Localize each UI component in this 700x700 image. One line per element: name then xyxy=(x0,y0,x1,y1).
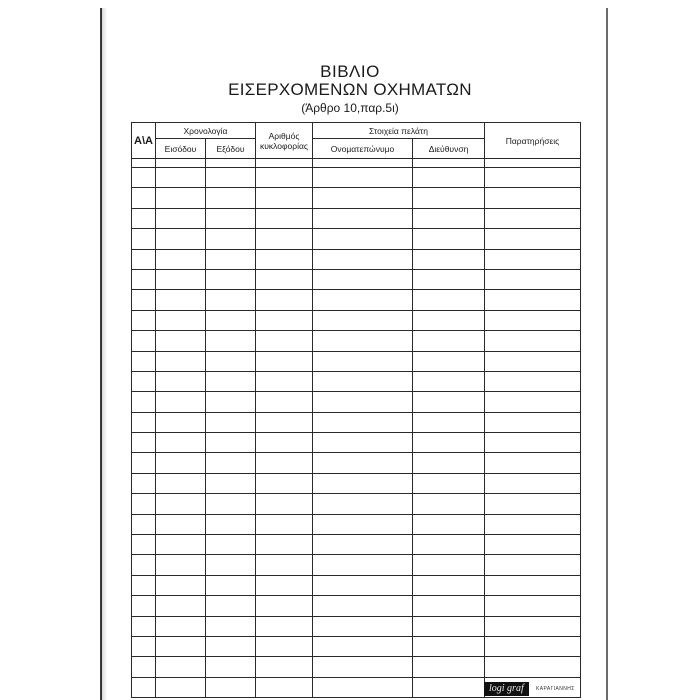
cell-entry xyxy=(156,616,206,636)
cell-aa xyxy=(132,188,156,208)
table-row xyxy=(132,249,581,269)
cell-address xyxy=(413,555,485,575)
table-row xyxy=(132,596,581,616)
cell-plate xyxy=(256,494,313,514)
header-entry: Εισόδου xyxy=(156,139,206,159)
cell-aa xyxy=(132,331,156,351)
table-row xyxy=(132,412,581,432)
cell-address xyxy=(413,514,485,534)
cell-exit xyxy=(206,514,256,534)
table-row xyxy=(132,168,581,188)
cell-exit xyxy=(206,269,256,289)
cell-plate xyxy=(256,229,313,249)
cell-aa xyxy=(132,269,156,289)
cell-address xyxy=(413,290,485,310)
cell-address xyxy=(413,331,485,351)
cell-name xyxy=(313,616,413,636)
table-row xyxy=(132,616,581,636)
table-row xyxy=(132,657,581,677)
cell-address xyxy=(413,535,485,555)
cell-address xyxy=(413,159,485,168)
header-dates-group: Χρονολογία xyxy=(156,123,256,139)
cell-notes xyxy=(485,168,581,188)
cell-exit xyxy=(206,453,256,473)
cell-exit xyxy=(206,677,256,697)
cell-name xyxy=(313,494,413,514)
cell-plate xyxy=(256,159,313,168)
cell-entry xyxy=(156,159,206,168)
cell-exit xyxy=(206,433,256,453)
cell-aa xyxy=(132,249,156,269)
cell-notes xyxy=(485,412,581,432)
cell-address xyxy=(413,351,485,371)
cell-address xyxy=(413,188,485,208)
header-plate-number: Αριθμός κυκλοφορίας xyxy=(256,123,313,159)
cell-entry xyxy=(156,596,206,616)
cell-name xyxy=(313,636,413,656)
header-name: Ονοματεπώνυμο xyxy=(313,139,413,159)
cell-name xyxy=(313,596,413,616)
cell-notes xyxy=(485,636,581,656)
cell-entry xyxy=(156,555,206,575)
cell-notes xyxy=(485,392,581,412)
cell-entry xyxy=(156,453,206,473)
publisher-name: ΚΑΡΑΓΙΑΝΝΗΣ xyxy=(536,686,575,692)
cell-plate xyxy=(256,616,313,636)
cell-address xyxy=(413,208,485,228)
cell-name xyxy=(313,453,413,473)
ledger-body xyxy=(132,159,581,698)
table-row xyxy=(132,310,581,330)
cell-name xyxy=(313,473,413,493)
cell-entry xyxy=(156,208,206,228)
cell-address xyxy=(413,453,485,473)
cell-plate xyxy=(256,269,313,289)
cell-plate xyxy=(256,168,313,188)
cell-plate xyxy=(256,575,313,595)
table-row xyxy=(132,208,581,228)
cell-exit xyxy=(206,249,256,269)
cell-address xyxy=(413,494,485,514)
table-row xyxy=(132,494,581,514)
cell-exit xyxy=(206,616,256,636)
cell-plate xyxy=(256,331,313,351)
cell-notes xyxy=(485,433,581,453)
cell-address xyxy=(413,371,485,391)
cell-notes xyxy=(485,616,581,636)
cell-notes xyxy=(485,188,581,208)
cell-notes xyxy=(485,310,581,330)
table-row xyxy=(132,188,581,208)
table-row xyxy=(132,331,581,351)
cell-notes xyxy=(485,596,581,616)
cell-aa xyxy=(132,290,156,310)
cell-exit xyxy=(206,290,256,310)
cell-aa xyxy=(132,208,156,228)
table-row xyxy=(132,351,581,371)
cell-aa xyxy=(132,657,156,677)
cell-notes xyxy=(485,575,581,595)
header-aa: Α\Α xyxy=(132,123,156,159)
cell-notes xyxy=(485,290,581,310)
document-title: ΒΙΒΛΙΟ xyxy=(320,62,380,81)
cell-plate xyxy=(256,310,313,330)
cell-name xyxy=(313,677,413,697)
cell-notes xyxy=(485,208,581,228)
table-row xyxy=(132,575,581,595)
cell-entry xyxy=(156,514,206,534)
cell-address xyxy=(413,473,485,493)
cell-aa xyxy=(132,351,156,371)
cell-plate xyxy=(256,433,313,453)
cell-address xyxy=(413,677,485,697)
cell-name xyxy=(313,575,413,595)
cell-exit xyxy=(206,575,256,595)
cell-plate xyxy=(256,473,313,493)
cell-name xyxy=(313,331,413,351)
cell-exit xyxy=(206,494,256,514)
cell-entry xyxy=(156,249,206,269)
cell-notes xyxy=(485,657,581,677)
ledger-table xyxy=(131,122,581,698)
cell-notes xyxy=(485,331,581,351)
cell-exit xyxy=(206,636,256,656)
cell-entry xyxy=(156,535,206,555)
cell-plate xyxy=(256,412,313,432)
header-client-group: Στοιχεία πελάτη xyxy=(313,123,485,139)
cell-address xyxy=(413,310,485,330)
cell-address xyxy=(413,412,485,432)
table-row xyxy=(132,636,581,656)
cell-plate xyxy=(256,188,313,208)
cell-aa xyxy=(132,555,156,575)
cell-aa xyxy=(132,677,156,697)
cell-exit xyxy=(206,229,256,249)
cell-address xyxy=(413,636,485,656)
cell-notes xyxy=(485,535,581,555)
cell-name xyxy=(313,310,413,330)
cell-address xyxy=(413,433,485,453)
table-row xyxy=(132,514,581,534)
document-subtitle: (Άρθρο 10,παρ.5ι) xyxy=(301,101,399,115)
cell-name xyxy=(313,290,413,310)
cell-aa xyxy=(132,392,156,412)
cell-plate xyxy=(256,249,313,269)
header-exit: Εξόδου xyxy=(206,139,256,159)
cell-aa xyxy=(132,310,156,330)
cell-entry xyxy=(156,657,206,677)
publisher-logo: logi graf xyxy=(484,682,529,696)
cell-entry xyxy=(156,392,206,412)
cell-aa xyxy=(132,168,156,188)
cell-aa xyxy=(132,159,156,168)
cell-entry xyxy=(156,677,206,697)
cell-address xyxy=(413,229,485,249)
cell-entry xyxy=(156,494,206,514)
cell-exit xyxy=(206,657,256,677)
cell-name xyxy=(313,392,413,412)
cell-plate xyxy=(256,657,313,677)
cell-exit xyxy=(206,371,256,391)
cell-name xyxy=(313,433,413,453)
cell-name xyxy=(313,269,413,289)
cell-plate xyxy=(256,351,313,371)
cell-address xyxy=(413,575,485,595)
cell-notes xyxy=(485,269,581,289)
cell-address xyxy=(413,392,485,412)
cell-notes xyxy=(485,371,581,391)
document-title-line2: ΕΙΣΕΡΧΟΜΕΝΩΝ ΟΧΗΜΑΤΩΝ xyxy=(228,80,472,99)
cell-exit xyxy=(206,535,256,555)
cell-entry xyxy=(156,188,206,208)
cell-plate xyxy=(256,453,313,473)
cell-aa xyxy=(132,575,156,595)
cell-exit xyxy=(206,310,256,330)
cell-notes xyxy=(485,494,581,514)
table-row xyxy=(132,371,581,391)
cell-entry xyxy=(156,433,206,453)
table-row xyxy=(132,555,581,575)
cell-aa xyxy=(132,514,156,534)
cell-notes xyxy=(485,351,581,371)
cell-name xyxy=(313,535,413,555)
cell-name xyxy=(313,412,413,432)
cell-aa xyxy=(132,616,156,636)
cell-aa xyxy=(132,433,156,453)
cell-entry xyxy=(156,575,206,595)
cell-aa xyxy=(132,229,156,249)
cell-aa xyxy=(132,494,156,514)
cell-name xyxy=(313,249,413,269)
cell-name xyxy=(313,514,413,534)
table-row xyxy=(132,290,581,310)
cell-exit xyxy=(206,188,256,208)
cell-name xyxy=(313,555,413,575)
cell-address xyxy=(413,168,485,188)
cell-plate xyxy=(256,677,313,697)
cell-address xyxy=(413,249,485,269)
table-row xyxy=(132,473,581,493)
cell-aa xyxy=(132,596,156,616)
cell-notes xyxy=(485,159,581,168)
cell-notes xyxy=(485,473,581,493)
header-notes: Παρατηρήσεις xyxy=(485,123,581,159)
cell-entry xyxy=(156,351,206,371)
cell-notes xyxy=(485,555,581,575)
cell-plate xyxy=(256,371,313,391)
cell-name xyxy=(313,159,413,168)
cell-exit xyxy=(206,351,256,371)
cell-name xyxy=(313,657,413,677)
table-row xyxy=(132,453,581,473)
cell-entry xyxy=(156,310,206,330)
cell-name xyxy=(313,188,413,208)
header-address: Διεύθυνση xyxy=(413,139,485,159)
cell-exit xyxy=(206,596,256,616)
table-row xyxy=(132,433,581,453)
cell-name xyxy=(313,168,413,188)
cell-entry xyxy=(156,636,206,656)
cell-exit xyxy=(206,331,256,351)
cell-notes xyxy=(485,249,581,269)
cell-address xyxy=(413,596,485,616)
cell-plate xyxy=(256,535,313,555)
cell-name xyxy=(313,229,413,249)
cell-address xyxy=(413,616,485,636)
cell-plate xyxy=(256,208,313,228)
cell-address xyxy=(413,657,485,677)
cell-aa xyxy=(132,412,156,432)
cell-exit xyxy=(206,159,256,168)
cell-entry xyxy=(156,168,206,188)
table-row xyxy=(132,269,581,289)
cell-aa xyxy=(132,636,156,656)
cell-name xyxy=(313,208,413,228)
cell-entry xyxy=(156,331,206,351)
cell-entry xyxy=(156,290,206,310)
table-row xyxy=(132,159,581,168)
table-row xyxy=(132,229,581,249)
cell-exit xyxy=(206,473,256,493)
table-row xyxy=(132,392,581,412)
cell-exit xyxy=(206,392,256,412)
cell-entry xyxy=(156,473,206,493)
cell-notes xyxy=(485,453,581,473)
cell-name xyxy=(313,351,413,371)
cell-aa xyxy=(132,473,156,493)
cell-aa xyxy=(132,453,156,473)
cell-plate xyxy=(256,636,313,656)
cell-exit xyxy=(206,168,256,188)
cell-entry xyxy=(156,229,206,249)
cell-notes xyxy=(485,514,581,534)
cell-entry xyxy=(156,269,206,289)
cell-exit xyxy=(206,412,256,432)
cell-plate xyxy=(256,392,313,412)
cell-name xyxy=(313,371,413,391)
cell-plate xyxy=(256,596,313,616)
table-row xyxy=(132,535,581,555)
cell-aa xyxy=(132,535,156,555)
cell-exit xyxy=(206,208,256,228)
cell-entry xyxy=(156,371,206,391)
cell-plate xyxy=(256,555,313,575)
cell-entry xyxy=(156,412,206,432)
cell-address xyxy=(413,269,485,289)
cell-aa xyxy=(132,371,156,391)
cell-exit xyxy=(206,555,256,575)
cell-notes xyxy=(485,229,581,249)
cell-plate xyxy=(256,514,313,534)
cell-plate xyxy=(256,290,313,310)
